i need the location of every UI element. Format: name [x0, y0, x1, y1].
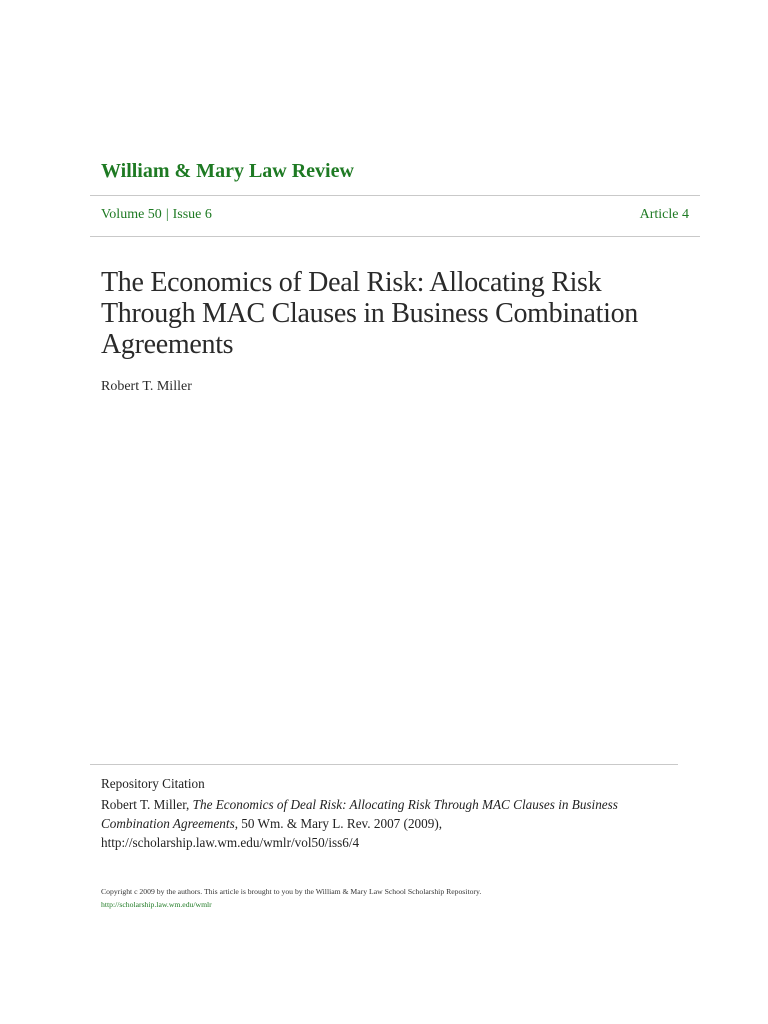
copyright-notice: Copyright c 2009 by the authors. This article is brought to you by the William & Mary Law School Scholarship Repository. — [101, 887, 482, 896]
article-title — [101, 267, 701, 360]
article-title-line-2: Through MAC Clauses in Business Combination — [101, 298, 638, 329]
volume-issue-separator: | — [165, 207, 169, 222]
journal-title[interactable]: William & Mary Law Review — [101, 160, 354, 182]
copyright-footer — [101, 885, 661, 911]
article-title-line-3: Agreements — [101, 329, 234, 360]
article-title-line-1: The Economics of Deal Risk: Allocating Risk — [101, 267, 602, 298]
repository-citation — [101, 774, 671, 852]
article-number-link[interactable]: Article 4 — [639, 207, 689, 222]
citation-title: The Economics of Deal Risk: Allocating Risk Through MAC Clauses in Business Combination Agreements — [101, 797, 618, 831]
article-author: Robert T. Miller — [101, 379, 192, 394]
volume-link[interactable]: Volume 50 — [101, 207, 162, 222]
issue-link[interactable]: Issue 6 — [172, 207, 212, 222]
volume-issue — [101, 207, 212, 223]
citation-author: Robert T. Miller, — [101, 797, 193, 812]
header-divider-top — [90, 195, 700, 196]
header-divider-bottom — [90, 236, 700, 237]
citation-heading: Repository Citation — [101, 776, 205, 791]
citation-divider — [90, 764, 678, 765]
citation-reference: , 50 Wm. & Mary L. Rev. 2007 (2009), http://scholarship.law.wm.edu/wmlr/vol50/iss6/4 — [101, 816, 443, 850]
repository-link[interactable]: http://scholarship.law.wm.edu/wmlr — [101, 900, 212, 909]
